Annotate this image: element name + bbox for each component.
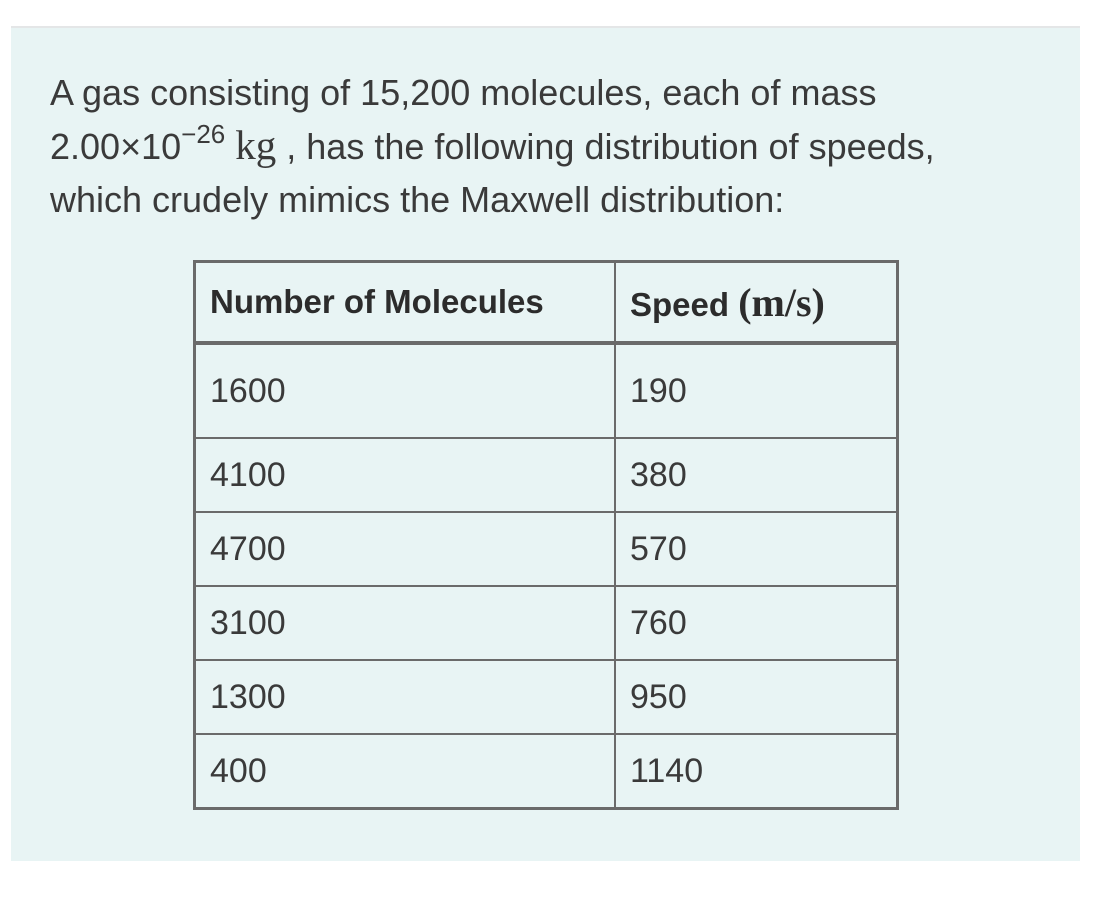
header-speed bbox=[615, 262, 897, 344]
molecule-count-cell: 4100 bbox=[195, 438, 615, 512]
table-row bbox=[195, 344, 897, 438]
problem-line-2-rest: , has the following distribution of speeds, bbox=[276, 126, 935, 167]
mass-exponent: −26 bbox=[181, 119, 226, 149]
problem-line-3: which crudely mimics the Maxwell distribution: bbox=[50, 179, 785, 220]
table-row bbox=[195, 512, 897, 586]
speed-cell: 190 bbox=[615, 344, 897, 438]
table-row bbox=[195, 660, 897, 734]
table-row bbox=[195, 734, 897, 808]
problem-statement bbox=[50, 66, 1060, 226]
header-speed-unit: (m/s) bbox=[738, 279, 825, 325]
molecule-count-cell: 1600 bbox=[195, 344, 615, 438]
header-speed-label: Speed bbox=[630, 285, 730, 323]
header-number-of-molecules: Number of Molecules bbox=[195, 262, 615, 344]
speed-cell: 760 bbox=[615, 586, 897, 660]
speed-cell: 380 bbox=[615, 438, 897, 512]
table-row bbox=[195, 438, 897, 512]
mass-mantissa: 2.00×10 bbox=[50, 126, 182, 167]
molecule-count-cell: 4700 bbox=[195, 512, 615, 586]
molecule-count-cell: 400 bbox=[195, 734, 615, 808]
problem-line-1: A gas consisting of 15,200 molecules, each of mass bbox=[50, 72, 877, 113]
speed-distribution-table bbox=[193, 260, 899, 810]
molecule-count-cell: 1300 bbox=[195, 660, 615, 734]
speed-cell: 1140 bbox=[615, 734, 897, 808]
mass-unit: kg bbox=[235, 122, 277, 168]
molecule-count-cell: 3100 bbox=[195, 586, 615, 660]
table-row bbox=[195, 586, 897, 660]
speed-cell: 950 bbox=[615, 660, 897, 734]
table-header-row bbox=[195, 262, 897, 344]
speed-cell: 570 bbox=[615, 512, 897, 586]
